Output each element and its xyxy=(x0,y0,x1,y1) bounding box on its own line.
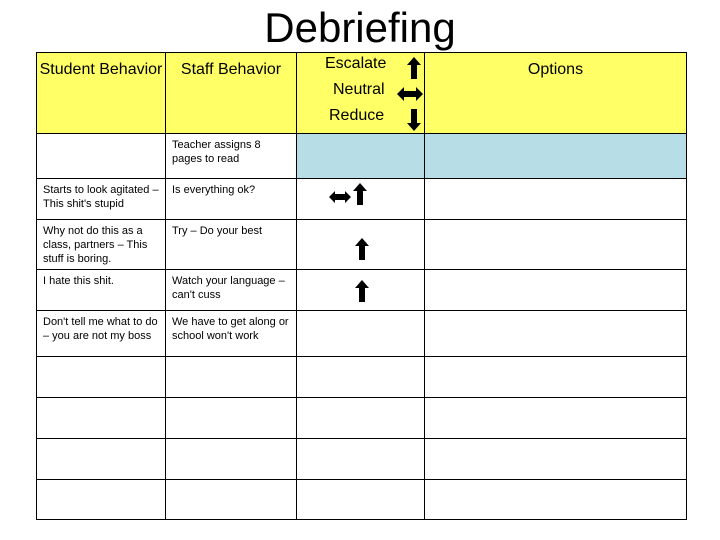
staff-behavior-cell xyxy=(166,357,297,398)
escalate-icon xyxy=(355,238,369,260)
options-cell xyxy=(425,480,687,520)
escalate-cell xyxy=(297,270,425,311)
escalate-cell xyxy=(297,311,425,357)
options-header: Options xyxy=(425,53,687,134)
options-cell xyxy=(425,220,687,270)
escalate-icon xyxy=(407,57,421,79)
table-row xyxy=(37,311,687,357)
student-behavior-cell: Why not do this as a class, partners – This stuff is boring. xyxy=(37,220,166,270)
debriefing-table xyxy=(36,52,687,520)
neutral-icon xyxy=(397,87,423,101)
table-row xyxy=(37,220,687,270)
escalate-cell xyxy=(297,179,425,220)
staff-behavior-cell: Try – Do your best xyxy=(166,220,297,270)
options-cell xyxy=(425,398,687,439)
options-cell xyxy=(425,357,687,398)
table-row xyxy=(37,270,687,311)
table-row xyxy=(37,179,687,220)
escalate-header xyxy=(297,53,425,134)
header-row xyxy=(37,53,687,134)
escalate-icon xyxy=(355,280,369,302)
options-cell xyxy=(425,270,687,311)
teacher-escalate-cell xyxy=(297,134,425,179)
escalate-cell xyxy=(297,398,425,439)
page-title: Debriefing xyxy=(264,4,456,51)
staff-behavior-cell: Is everything ok? xyxy=(166,179,297,220)
options-cell xyxy=(425,311,687,357)
student-behavior-cell xyxy=(37,480,166,520)
staff-behavior-cell: Watch your language – can't cuss xyxy=(166,270,297,311)
staff-behavior-cell: We have to get along or school won't work xyxy=(166,311,297,357)
options-cell xyxy=(425,439,687,480)
student-behavior-cell: Starts to look agitated – This shit's stupid xyxy=(37,179,166,220)
staff-behavior-cell xyxy=(166,439,297,480)
teacher-student-cell xyxy=(37,134,166,179)
student-behavior-header: Student Behavior xyxy=(37,53,166,134)
reduce-icon xyxy=(407,109,421,131)
student-behavior-cell xyxy=(37,398,166,439)
student-behavior-cell: I hate this shit. xyxy=(37,270,166,311)
table-row xyxy=(37,480,687,520)
table-row xyxy=(37,439,687,480)
table-row xyxy=(37,398,687,439)
staff-behavior-header: Staff Behavior xyxy=(166,53,297,134)
escalate-icon xyxy=(353,183,367,205)
neutral-label: Neutral xyxy=(333,81,385,98)
neutral-icon xyxy=(329,191,351,203)
escalate-cell xyxy=(297,480,425,520)
student-behavior-cell xyxy=(37,357,166,398)
teacher-staff-cell: Teacher assigns 8 pages to read xyxy=(166,134,297,179)
options-cell xyxy=(425,179,687,220)
reduce-label: Reduce xyxy=(329,107,385,124)
escalate-cell xyxy=(297,439,425,480)
escalate-cell xyxy=(297,357,425,398)
staff-behavior-cell xyxy=(166,398,297,439)
table-row xyxy=(37,357,687,398)
teacher-row xyxy=(37,134,687,179)
staff-behavior-cell xyxy=(166,480,297,520)
student-behavior-cell xyxy=(37,439,166,480)
student-behavior-cell: Don't tell me what to do – you are not my boss xyxy=(37,311,166,357)
teacher-options-cell xyxy=(425,134,687,179)
escalate-cell xyxy=(297,220,425,270)
escalate-label: Escalate xyxy=(325,55,387,72)
